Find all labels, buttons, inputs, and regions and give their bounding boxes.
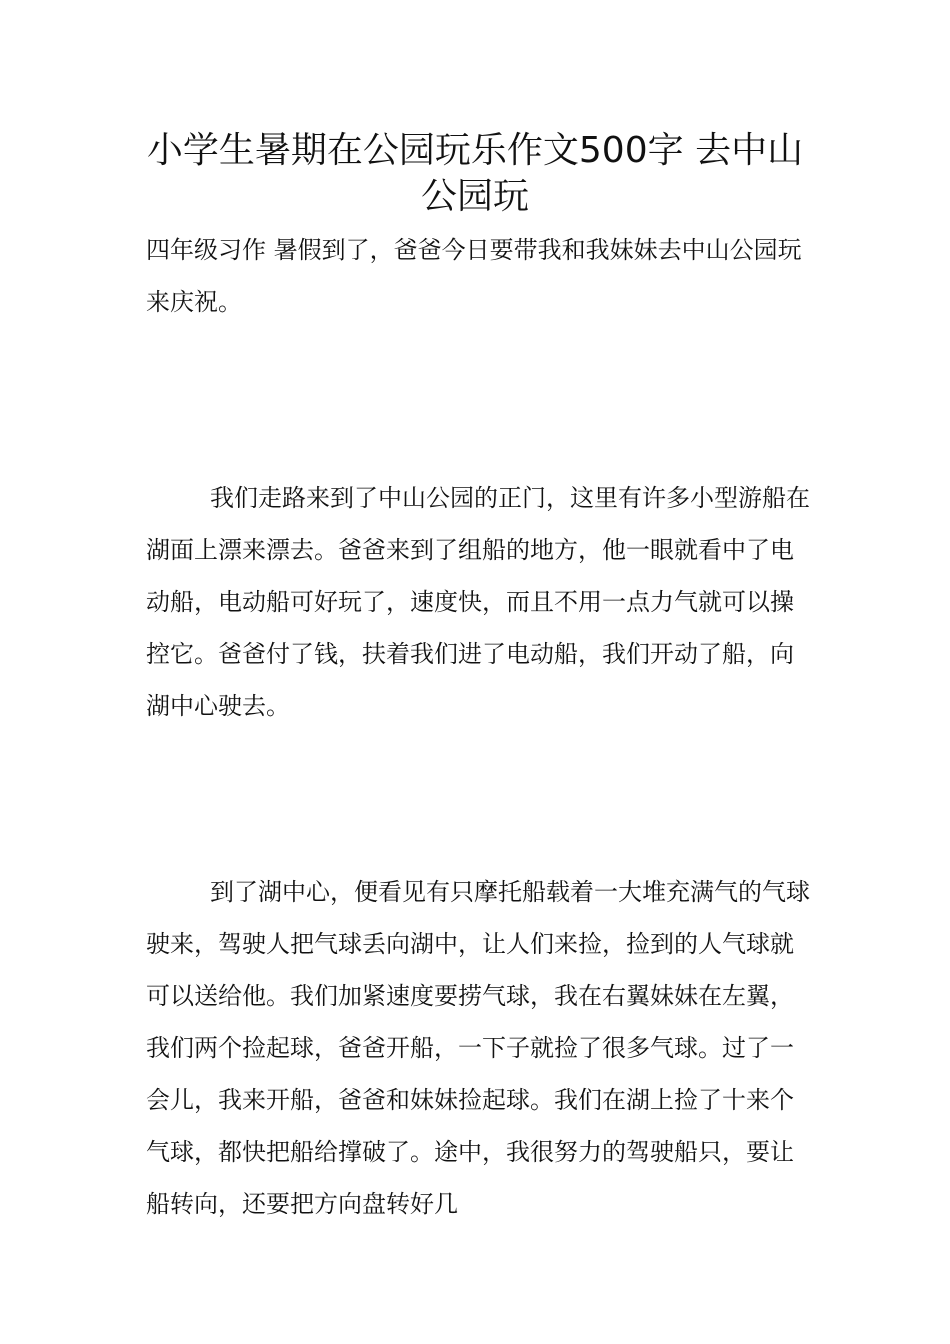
paragraph-intro: 四年级习作 暑假到了，爸爸今日要带我和我妹妹去中山公园玩来庆祝。 <box>146 236 802 316</box>
paragraph-park-gate: 我们走路来到了中山公园的正门，这里有许多小型游船在湖面上漂来漂去。爸爸来到了组船的地方，他一眼就看中了电动船，电动船可好玩了，速度快，而且不用一点力气就可以操控它。爸爸付了钱，扶着我们进了电动船，我们开动了船，向湖中心驶去。 <box>146 484 810 720</box>
paragraph-lake-center: 到了湖中心，便看见有只摩托船载着一大堆充满气的气球驶来，驾驶人把气球丢向湖中，让人们来捡，捡到的人气球就可以送给他。我们加紧速度要捞气球，我在右翼妹妹在左翼，我们两个捡起球，爸爸开船，一下子就捡了很多气球。过了一会儿，我来开船，爸爸和妹妹捡起球。我们在湖上捡了十来个气球，都快把船给撑破了。途中，我很努力的驾驶船只，要让船转向，还要把方向盘转好几 <box>146 878 810 1218</box>
page-title: 小学生暑期在公园玩乐作文500字 去中山公园玩 <box>146 130 804 217</box>
